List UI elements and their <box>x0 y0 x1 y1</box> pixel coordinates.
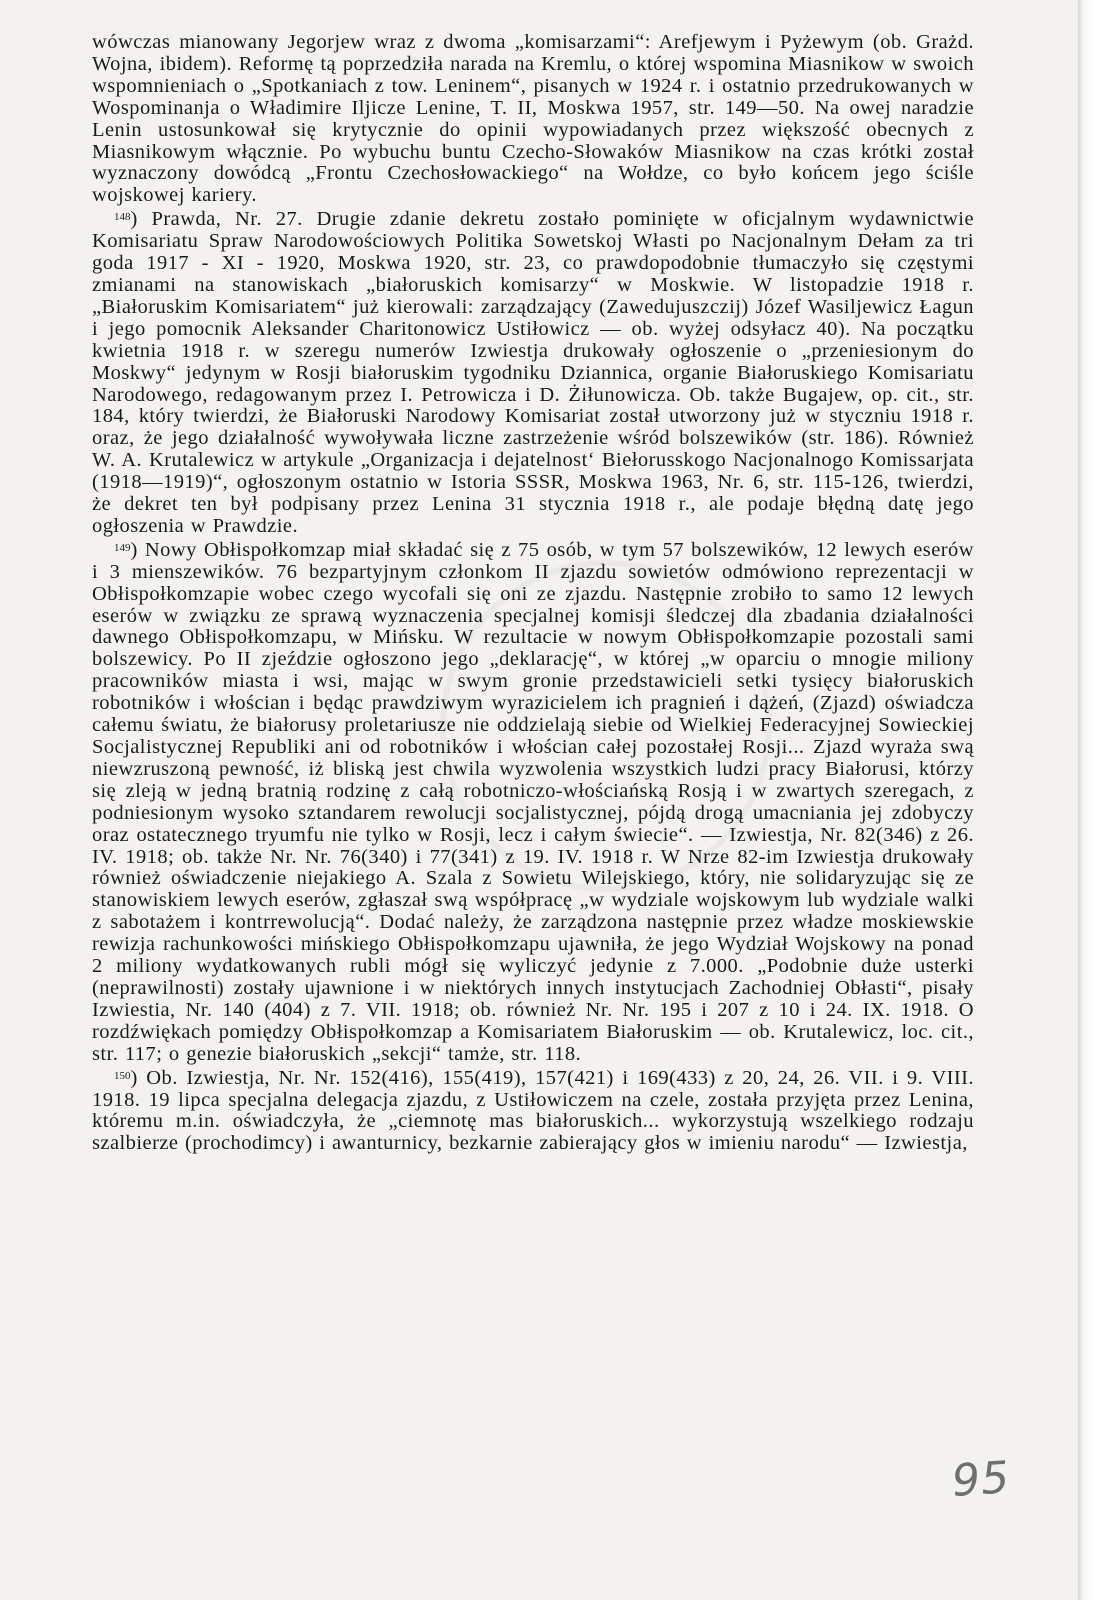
footnote-marker: 150 <box>114 1069 131 1082</box>
continuation-paragraph: wówczas mianowany Jegorjew wraz z dwoma „komisarzami“: Arefjewym i Pyżewym (ob. Grażd. Wojna, ibidem). Reformę tą poprzedziła narada na Kremlu, o której wspomina Miasnikow w swoich wspomnieniach o „Spotkaniach z tow. Leninem“, pisanych w 1924 r. i ostatnio przedrukowanych w Wospominanja o Władimire Iljicze Lenine, T. II, Moskwa 1957, str. 149—50. Na owej naradzie Lenin ustosunkował się krytycznie do opinii wypowiadanych przez większość obecnych z Miasnikowym włącznie. Po wybuchu buntu Czecho-Słowaków Miasnikow na czas krótki został wyznaczony dowódcą „Frontu Czechosłowackiego“ na Wołdze, co było końcem jego ściśle wojskowej kariery. <box>92 31 974 207</box>
footnote-marker: 148 <box>114 211 131 224</box>
handwritten-page-number: 95 <box>950 1452 1012 1507</box>
footnote-150 <box>92 1066 974 1156</box>
page-body-text <box>92 32 974 1155</box>
paper-edge-shadow <box>1078 0 1094 1600</box>
footnote-text: ) Nowy Obłispołkomzap miał składać się z 75 osób, w tym 57 bolszewików, 12 lewych eserów i 3 mienszewików. 76 bezpartyjnym członkom II zjazdu sowietów odmówiono reprezentacji w Obłispołkomzapie wobec czego wycofali się oni ze zjazdu. Następnie zrobiło to samo 12 lewych eserów w związku ze sprawą wyznaczenia specjalnej komisji śledczej dla zbadania działalności dawnego Obłispołkomzapu, w Mińsku. W rezultacie w nowym Obłispołkomzapie pozostali sami bolszewicy. Po II zjeździe ogłoszono jego „deklarację“, w której „w oparciu o mnogie miliony pracowników miasta i wsi, mając w swym gronie przedstawicieli setki tysięcy białoruskich robotników i włościan i będąc prawdziwym wyrazicielem ich pragnień i dążeń, (Zjazd) oświadcza całemu światu, że białorusy proletariusze nie oddzielają siebie od Wielkiej Federacyjnej Sowieckiej Socjalistycznej Republiki ani od robotników i włościan całej pozostałej Rosji... Zjazd wyraża swą niewzruszoną pewność, iż bliską jest chwila wyzwolenia wszystkich ludzi pracy Białorusi, którzy się zleją w jedną bratnią rodzinę z całą robotniczo-włościańską Rosją i w zwartych szeregach, z podniesionym wysoko sztandarem rewolucji socjalistycznej, pójdą drogą umacniania jej zdobyczy oraz ostatecznego tryumfu nie tylko w Rosji, lecz i całym świecie“. — Izwiestja, Nr. 82(346) z 26. IV. 1918; ob. także Nr. Nr. 76(340) i 77(341) z 19. IV. 1918 r. W Nrze 82-im Izwiestja drukowały również oświadczenie niejakiego A. Szala z Sowietu Wilejskiego, który, nie solidaryzując się ze stanowiskiem lewych eserów, zgłaszał swą współpracę „w wydziale wojskowym lub wydziale walki z sabotażem i kontrrewolucją“. Dodać należy, że zarządzona następnie przez władze moskiewskie rewizja rachunkowości mińskiego Obłispołkomzapu ujawniła, że jego Wydział Wojskowy na ponad 2 miliony wydatkowanych rubli mógł się wyliczyć jedynie z 7.000. „Podobnie duże usterki (neprawilnosti) zostały ujawnione i w niektórych innych instytucjach Zachodniej Obłasti“, pisały Izwiestia, Nr. 140 (404) z 7. VII. 1918; ob. również Nr. Nr. 195 i 207 z 10 i 24. IX. 1918. O rozdźwiękach pomiędzy Obłispołkomzap a Komisariatem Białoruskim — ob. Krutalewicz, loc. cit., str. 117; o genezie białoruskich „sekcji“ tamże, str. 118. <box>92 538 974 1065</box>
footnote-text: ) Prawda, Nr. 27. Drugie zdanie dekretu zostało pominięte w oficjalnym wydawnictwie Komisariatu Spraw Narodowościowych Politika Sowetskoj Własti po Nacjonalnym Dełam za tri goda 1917 - XI - 1920, Moskwa 1920, str. 23, co prawdopodobnie tłumaczyło się częstymi zmianami na stanowiskach „białoruskich komisarzy“ w Moskwie. W listopadzie 1918 r. „Białoruskim Komisariatem“ już kierowali: zarządzający (Zawedujuszczij) Józef Wasiljewicz Łagun i jego pomocnik Aleksander Charitonowicz Ustiłowicz — ob. wyżej odsyłacz 40). Na początku kwietnia 1918 r. w szeregu numerów Izwiestja drukowały ogłoszenie o „przeniesionym do Moskwy“ jedynym w Rosji białoruskim tygodniku Dziannica, organie Białoruskiego Komisariatu Narodowego, redagowanym przez I. Petrowicza i D. Żiłunowicza. Ob. także Bugajew, op. cit., str. 184, który twierdzi, że Białoruski Narodowy Komisariat został utworzony już w styczniu 1918 r. oraz, że jego działalność wywoływała liczne zastrzeżenie wśród bolszewików (str. 186). Również W. A. Krutalewicz w artykule „Organizacja i dejatelnost‘ Biełorusskogo Nacjonalnogo Komissarjata (1918—1919)“, ogłoszonym ostatnio w Istoria SSSR, Moskwa 1963, Nr. 6, str. 115-126, twierdzi, że dekret ten był podpisany przez Lenina 31 stycznia 1918 r., ale podaje błędną datę jego ogłoszenia w Prawdzie. <box>92 208 974 537</box>
footnote-marker: 149 <box>114 541 131 554</box>
footnote-text: ) Ob. Izwiestja, Nr. Nr. 152(416), 155(419), 157(421) i 169(433) z 20, 24, 26. VII. i 9. VIII. 1918. 19 lipca specjalna delegacja zjazdu, z Ustiłowiczem na czele, została przyjęta przez Lenina, któremu m.in. oświadczyła, że „ciemnotę mas białoruskich... wykorzystują wszelkiego rodzaju szalbierze (prochodimcy) i awanturnicy, bezkarnie zabierający głos w imieniu narodu“ — Izwiestja, <box>92 1066 974 1155</box>
footnote-148 <box>92 207 974 538</box>
footnote-149 <box>92 538 974 1066</box>
